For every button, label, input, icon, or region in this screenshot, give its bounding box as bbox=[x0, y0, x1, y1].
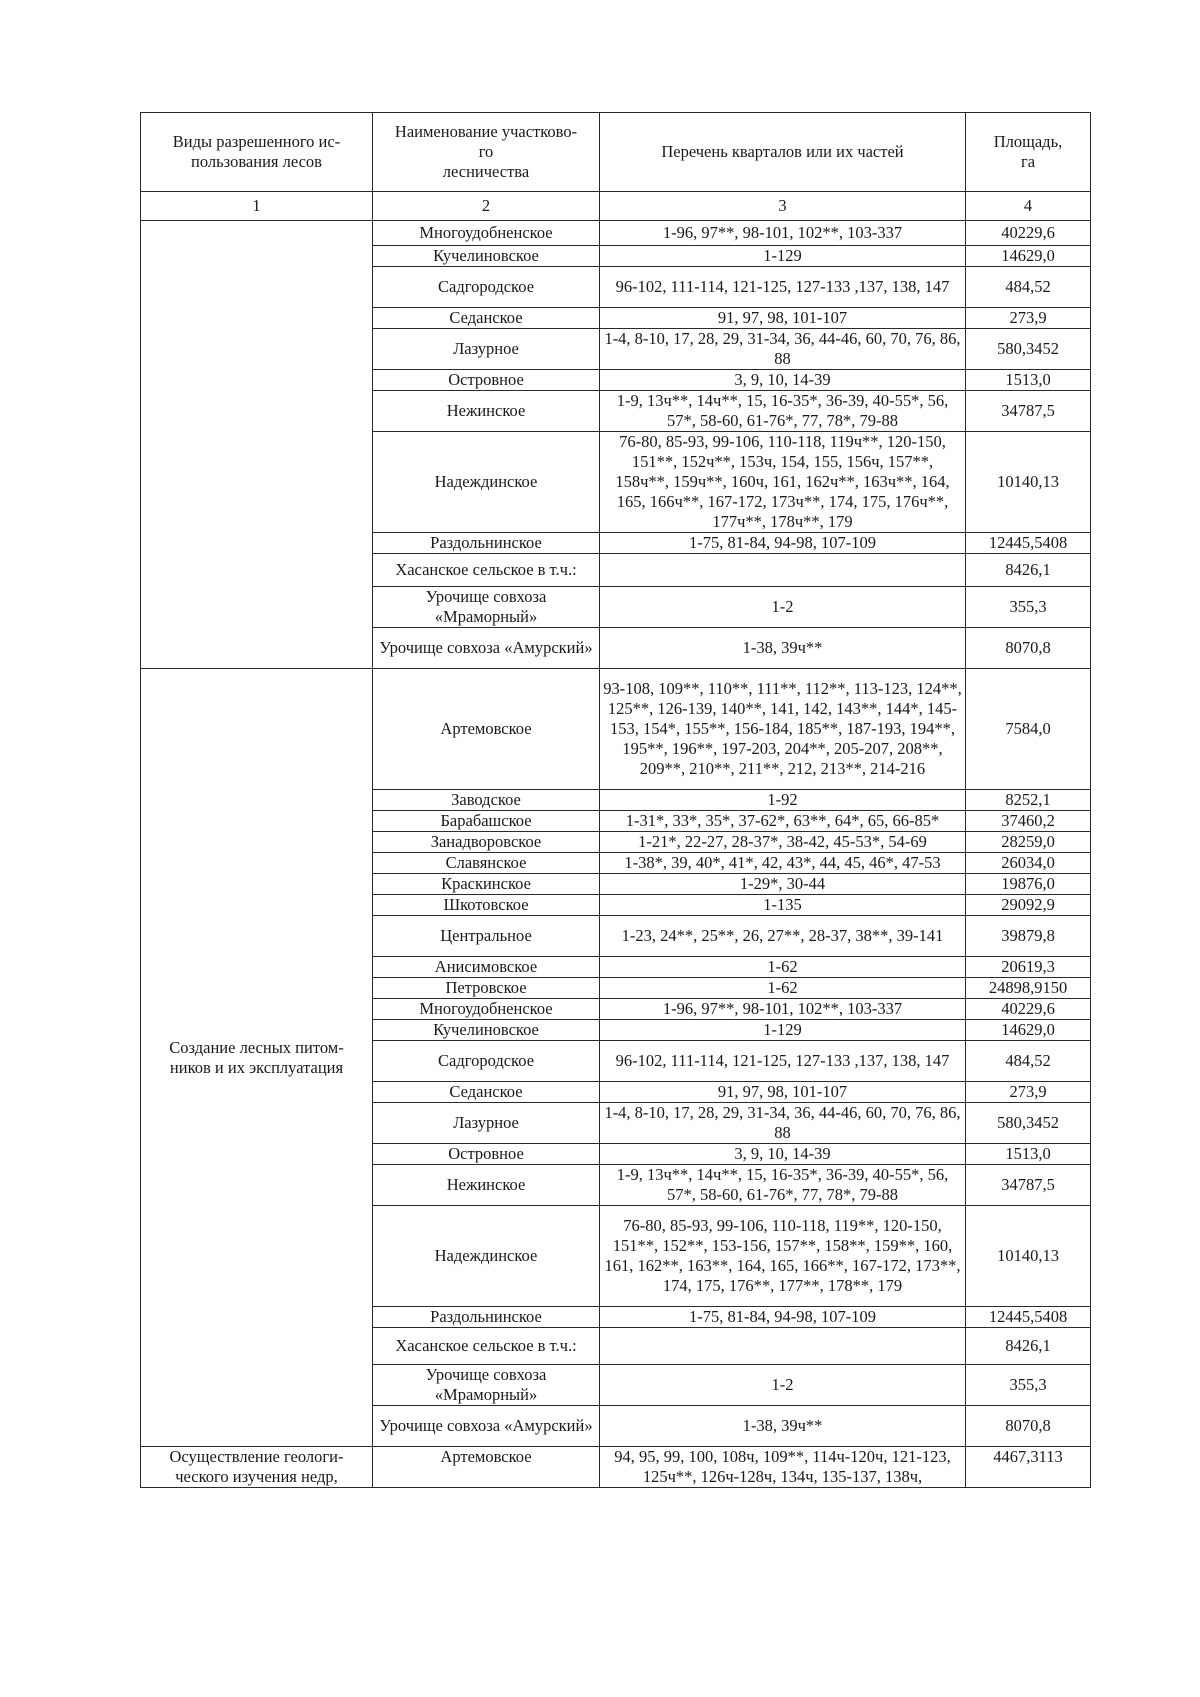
quarters-cell: 1-21*, 22-27, 28-37*, 38-42, 45-53*, 54-69 bbox=[600, 832, 966, 853]
forestry-name-cell: Лазурное bbox=[373, 329, 600, 370]
table-container bbox=[140, 112, 1090, 1488]
quarters-cell: 96-102, 111-114, 121-125, 127-133 ,137, 138, 147 bbox=[600, 1041, 966, 1082]
quarters-cell: 76-80, 85-93, 99-106, 110-118, 119ч**, 120-150, 151**, 152ч**, 153ч, 154, 155, 156ч, 157**, 158ч**, 159ч**, 160ч, 161, 162ч**, 163ч**, 164, 165, 166ч**, 167-172, 173ч**, 174, 175, 176ч**, 177ч**, 178ч**, 179 bbox=[600, 432, 966, 533]
quarters-cell: 1-2 bbox=[600, 587, 966, 628]
quarters-cell bbox=[600, 554, 966, 587]
forestry-name-cell: Хасанское сельское в т.ч.: bbox=[373, 1328, 600, 1365]
forestry-name-cell: Урочище совхоза «Мраморный» bbox=[373, 1365, 600, 1406]
area-cell: 8426,1 bbox=[966, 1328, 1091, 1365]
forestry-name-cell: Петровское bbox=[373, 978, 600, 999]
area-cell: 10140,13 bbox=[966, 432, 1091, 533]
quarters-cell: 1-75, 81-84, 94-98, 107-109 bbox=[600, 533, 966, 554]
header-number: 4 bbox=[966, 192, 1091, 221]
area-cell: 8070,8 bbox=[966, 628, 1091, 669]
quarters-cell: 1-62 bbox=[600, 957, 966, 978]
area-cell: 580,3452 bbox=[966, 1103, 1091, 1144]
quarters-cell: 96-102, 111-114, 121-125, 127-133 ,137, 138, 147 bbox=[600, 267, 966, 308]
forestry-name-cell: Лазурное bbox=[373, 1103, 600, 1144]
area-cell: 26034,0 bbox=[966, 853, 1091, 874]
area-cell: 29092,9 bbox=[966, 895, 1091, 916]
area-cell: 14629,0 bbox=[966, 246, 1091, 267]
area-cell: 37460,2 bbox=[966, 811, 1091, 832]
forestry-name-cell: Многоудобненское bbox=[373, 999, 600, 1020]
quarters-cell: 1-23, 24**, 25**, 26, 27**, 28-37, 38**, 39-141 bbox=[600, 916, 966, 957]
quarters-cell: 1-4, 8-10, 17, 28, 29, 31-34, 36, 44-46, 60, 70, 76, 86, 88 bbox=[600, 1103, 966, 1144]
forestry-name-cell: Нежинское bbox=[373, 391, 600, 432]
header-row bbox=[141, 113, 1091, 192]
forestry-name-cell: Краскинское bbox=[373, 874, 600, 895]
use-type-cell: Осуществление геологи- ческого изучения недр, bbox=[141, 1447, 373, 1488]
area-cell: 40229,6 bbox=[966, 999, 1091, 1020]
forestry-name-cell: Шкотовское bbox=[373, 895, 600, 916]
quarters-cell: 1-96, 97**, 98-101, 102**, 103-337 bbox=[600, 999, 966, 1020]
forestry-name-cell: Кучелиновское bbox=[373, 246, 600, 267]
forestry-name-cell: Раздольнинское bbox=[373, 1307, 600, 1328]
forestry-name-cell: Артемовское bbox=[373, 669, 600, 790]
quarters-cell: 1-75, 81-84, 94-98, 107-109 bbox=[600, 1307, 966, 1328]
forestry-name-cell: Нежинское bbox=[373, 1165, 600, 1206]
forestry-name-cell: Надеждинское bbox=[373, 1206, 600, 1307]
forestry-name-cell: Седанское bbox=[373, 308, 600, 329]
forestry-name-cell: Островное bbox=[373, 1144, 600, 1165]
quarters-cell: 3, 9, 10, 14-39 bbox=[600, 370, 966, 391]
forestry-name-cell: Садгородское bbox=[373, 267, 600, 308]
area-cell: 34787,5 bbox=[966, 391, 1091, 432]
forestry-name-cell: Раздольнинское bbox=[373, 533, 600, 554]
area-cell: 8426,1 bbox=[966, 554, 1091, 587]
forestry-name-cell: Артемовское bbox=[373, 1447, 600, 1488]
quarters-cell: 1-129 bbox=[600, 1020, 966, 1041]
area-cell: 273,9 bbox=[966, 308, 1091, 329]
forestry-name-cell: Урочище совхоза «Амурский» bbox=[373, 628, 600, 669]
forestry-name-cell: Многоудобненское bbox=[373, 221, 600, 246]
quarters-cell: 1-4, 8-10, 17, 28, 29, 31-34, 36, 44-46, 60, 70, 76, 86, 88 bbox=[600, 329, 966, 370]
header-number: 1 bbox=[141, 192, 373, 221]
header-use-type: Виды разрешенного ис- пользования лесов bbox=[141, 113, 373, 192]
forestry-name-cell: Урочище совхоза «Мраморный» bbox=[373, 587, 600, 628]
area-cell: 40229,6 bbox=[966, 221, 1091, 246]
forestry-name-cell: Кучелиновское bbox=[373, 1020, 600, 1041]
forestry-name-cell: Занадворовское bbox=[373, 832, 600, 853]
table-row bbox=[141, 669, 1091, 790]
quarters-cell: 1-31*, 33*, 35*, 37-62*, 63**, 64*, 65, 66-85* bbox=[600, 811, 966, 832]
forestry-name-cell: Седанское bbox=[373, 1082, 600, 1103]
forestry-name-cell: Садгородское bbox=[373, 1041, 600, 1082]
area-cell: 12445,5408 bbox=[966, 533, 1091, 554]
area-cell: 484,52 bbox=[966, 267, 1091, 308]
area-cell: 24898,9150 bbox=[966, 978, 1091, 999]
quarters-cell: 1-38, 39ч** bbox=[600, 1406, 966, 1447]
area-cell: 4467,3113 bbox=[966, 1447, 1091, 1488]
header-area: Площадь, га bbox=[966, 113, 1091, 192]
area-cell: 1513,0 bbox=[966, 370, 1091, 391]
area-cell: 8070,8 bbox=[966, 1406, 1091, 1447]
area-cell: 484,52 bbox=[966, 1041, 1091, 1082]
quarters-cell: 91, 97, 98, 101-107 bbox=[600, 308, 966, 329]
table-row bbox=[141, 1447, 1091, 1488]
quarters-cell: 1-9, 13ч**, 14ч**, 15, 16-35*, 36-39, 40-55*, 56, 57*, 58-60, 61-76*, 77, 78*, 79-88 bbox=[600, 391, 966, 432]
quarters-cell: 1-2 bbox=[600, 1365, 966, 1406]
header-forestry-name: Наименование участково- го лесничества bbox=[373, 113, 600, 192]
area-cell: 39879,8 bbox=[966, 916, 1091, 957]
quarters-cell: 1-38*, 39, 40*, 41*, 42, 43*, 44, 45, 46*, 47-53 bbox=[600, 853, 966, 874]
area-cell: 7584,0 bbox=[966, 669, 1091, 790]
area-cell: 12445,5408 bbox=[966, 1307, 1091, 1328]
header-number: 2 bbox=[373, 192, 600, 221]
quarters-cell: 1-96, 97**, 98-101, 102**, 103-337 bbox=[600, 221, 966, 246]
forestry-name-cell: Центральное bbox=[373, 916, 600, 957]
area-cell: 355,3 bbox=[966, 587, 1091, 628]
quarters-cell: 94, 95, 99, 100, 108ч, 109**, 114ч-120ч, 121-123, 125ч**, 126ч-128ч, 134ч, 135-137, 138ч, bbox=[600, 1447, 966, 1488]
area-cell: 14629,0 bbox=[966, 1020, 1091, 1041]
quarters-cell: 1-62 bbox=[600, 978, 966, 999]
quarters-cell: 93-108, 109**, 110**, 111**, 112**, 113-123, 124**, 125**, 126-139, 140**, 141, 142, 143**, 144*, 145-153, 154*, 155**, 156-184, 185**, 187-193, 194**, 195**, 196**, 197-203, 204**, 205-207, 208**, 209**, 210**, 211**, 212, 213**, 214-216 bbox=[600, 669, 966, 790]
area-cell: 34787,5 bbox=[966, 1165, 1091, 1206]
area-cell: 273,9 bbox=[966, 1082, 1091, 1103]
header-number-row bbox=[141, 192, 1091, 221]
quarters-cell: 1-9, 13ч**, 14ч**, 15, 16-35*, 36-39, 40-55*, 56, 57*, 58-60, 61-76*, 77, 78*, 79-88 bbox=[600, 1165, 966, 1206]
area-cell: 10140,13 bbox=[966, 1206, 1091, 1307]
forestry-name-cell: Славянское bbox=[373, 853, 600, 874]
area-cell: 20619,3 bbox=[966, 957, 1091, 978]
area-cell: 1513,0 bbox=[966, 1144, 1091, 1165]
forestry-name-cell: Хасанское сельское в т.ч.: bbox=[373, 554, 600, 587]
use-type-cell: Создание лесных питом- ников и их эксплуатация bbox=[141, 669, 373, 1447]
forestry-name-cell: Заводское bbox=[373, 790, 600, 811]
quarters-cell: 1-135 bbox=[600, 895, 966, 916]
area-cell: 19876,0 bbox=[966, 874, 1091, 895]
forestry-name-cell: Надеждинское bbox=[373, 432, 600, 533]
forestry-name-cell: Островное bbox=[373, 370, 600, 391]
quarters-cell: 3, 9, 10, 14-39 bbox=[600, 1144, 966, 1165]
quarters-cell: 1-129 bbox=[600, 246, 966, 267]
quarters-cell: 76-80, 85-93, 99-106, 110-118, 119**, 120-150, 151**, 152**, 153-156, 157**, 158**, 159**, 160, 161, 162**, 163**, 164, 165, 166**, 167-172, 173**, 174, 175, 176**, 177**, 178**, 179 bbox=[600, 1206, 966, 1307]
area-cell: 28259,0 bbox=[966, 832, 1091, 853]
forestry-name-cell: Барабашское bbox=[373, 811, 600, 832]
use-type-cell bbox=[141, 221, 373, 669]
quarters-cell bbox=[600, 1328, 966, 1365]
table-row bbox=[141, 221, 1091, 246]
area-cell: 355,3 bbox=[966, 1365, 1091, 1406]
quarters-cell: 91, 97, 98, 101-107 bbox=[600, 1082, 966, 1103]
quarters-cell: 1-92 bbox=[600, 790, 966, 811]
area-cell: 580,3452 bbox=[966, 329, 1091, 370]
header-number: 3 bbox=[600, 192, 966, 221]
header-quarters: Перечень кварталов или их частей bbox=[600, 113, 966, 192]
quarters-cell: 1-38, 39ч** bbox=[600, 628, 966, 669]
forestry-name-cell: Анисимовское bbox=[373, 957, 600, 978]
forest-use-table bbox=[140, 112, 1091, 1488]
quarters-cell: 1-29*, 30-44 bbox=[600, 874, 966, 895]
forestry-name-cell: Урочище совхоза «Амурский» bbox=[373, 1406, 600, 1447]
area-cell: 8252,1 bbox=[966, 790, 1091, 811]
